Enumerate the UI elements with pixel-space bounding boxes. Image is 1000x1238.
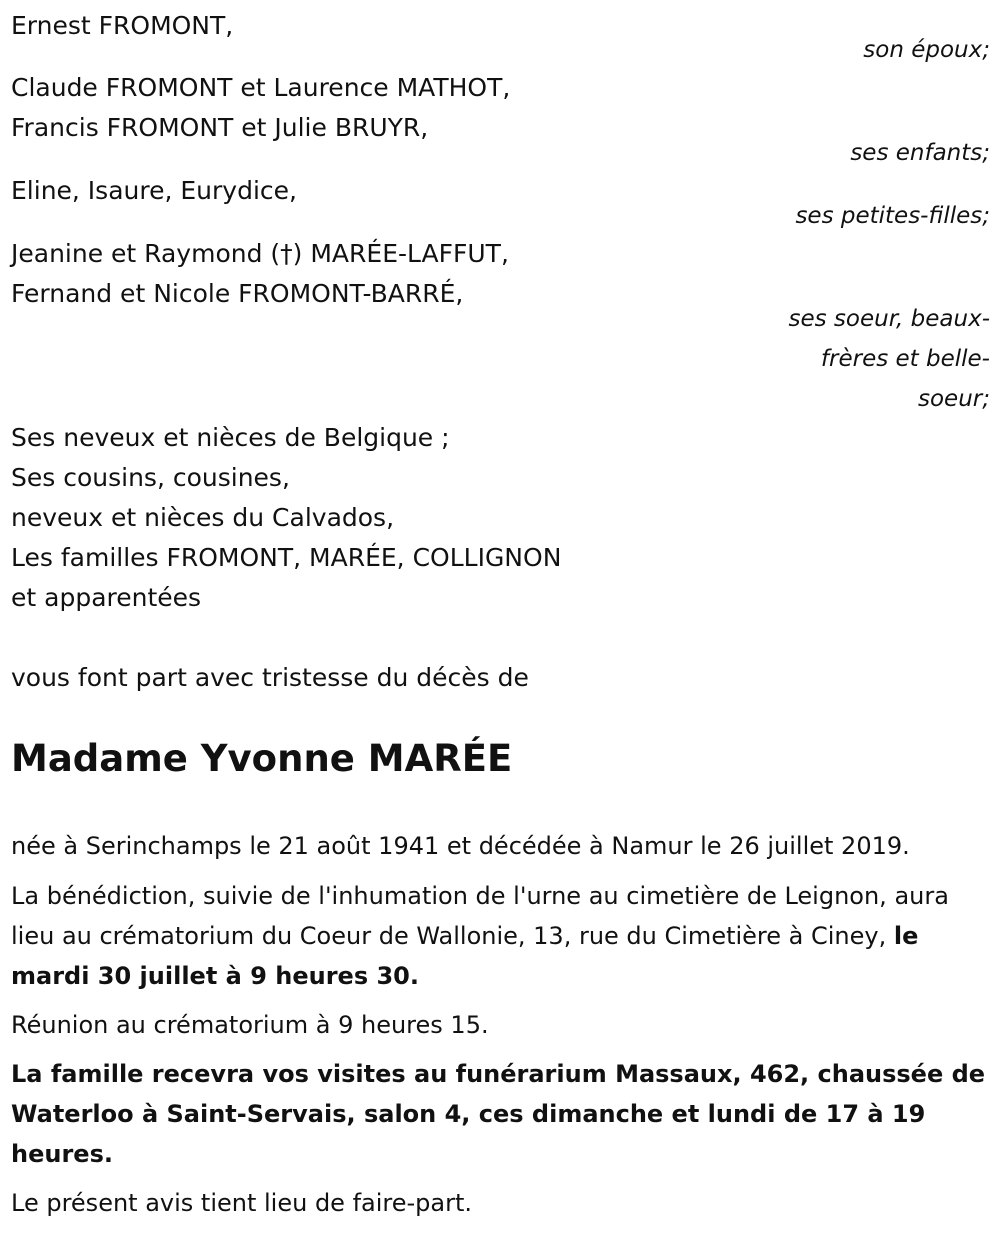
meeting-text: Réunion au crématorium à 9 heures 15.	[11, 1011, 489, 1039]
other-relatives	[11, 418, 561, 618]
husband-names	[11, 6, 233, 46]
family-line: Fernand et Nicole FROMONT-BARRÉ,	[11, 279, 464, 308]
family-line: Francis FROMONT et Julie BRUYR,	[11, 113, 429, 142]
role-line: frères et belle-	[820, 346, 990, 372]
family-line: Jeanine et Raymond (†) MARÉE-LAFFUT,	[11, 239, 509, 268]
family-line: Ernest FROMONT,	[11, 11, 234, 40]
children-role: ses enfants;	[850, 140, 990, 166]
role-line: ses soeur, beaux-	[788, 306, 990, 332]
relatives-line: neveux et nièces du Calvados,	[11, 503, 395, 532]
ceremony-datetime: le mardi 30 juillet à 9 heures 30.	[11, 922, 919, 990]
siblings-role	[788, 299, 990, 419]
children-names	[11, 68, 510, 148]
relatives-line: et apparentées	[11, 583, 202, 612]
granddaughters-role: ses petites-filles;	[795, 203, 990, 229]
announcement-text: vous font part avec tristesse du décès de	[11, 663, 529, 692]
deceased-name: Madame Yvonne MARÉE	[11, 737, 513, 780]
relatives-line: Ses cousins, cousines,	[11, 463, 290, 492]
family-line: Eline, Isaure, Eurydice,	[11, 176, 297, 205]
husband-role: son époux;	[863, 37, 990, 63]
relatives-line: Les familles FROMONT, MARÉE, COLLIGNON	[11, 543, 562, 572]
ceremony-paragraph	[11, 876, 991, 996]
closing-text: Le présent avis tient lieu de faire-part.	[11, 1189, 473, 1217]
birth-death-text: née à Serinchamps le 21 août 1941 et décédée à Namur le 26 juillet 2019.	[11, 832, 910, 860]
family-line: Claude FROMONT et Laurence MATHOT,	[11, 73, 511, 102]
role-line: soeur;	[918, 386, 990, 412]
siblings-names	[11, 234, 509, 314]
visits-text: La famille recevra vos visites au funérarium Massaux, 462, chaussée de Waterloo à Saint-Servais, salon 4, ces dimanche et lundi de 17 à 19 heures.	[11, 1060, 986, 1168]
granddaughters-names	[11, 171, 297, 211]
relatives-line: Ses neveux et nièces de Belgique ;	[11, 423, 450, 452]
ceremony-text: La bénédiction, suivie de l'inhumation de l'urne au cimetière de Leignon, aura lieu au crématorium du Coeur de Wallonie, 13, rue du Cimetière à Ciney,	[11, 882, 949, 950]
